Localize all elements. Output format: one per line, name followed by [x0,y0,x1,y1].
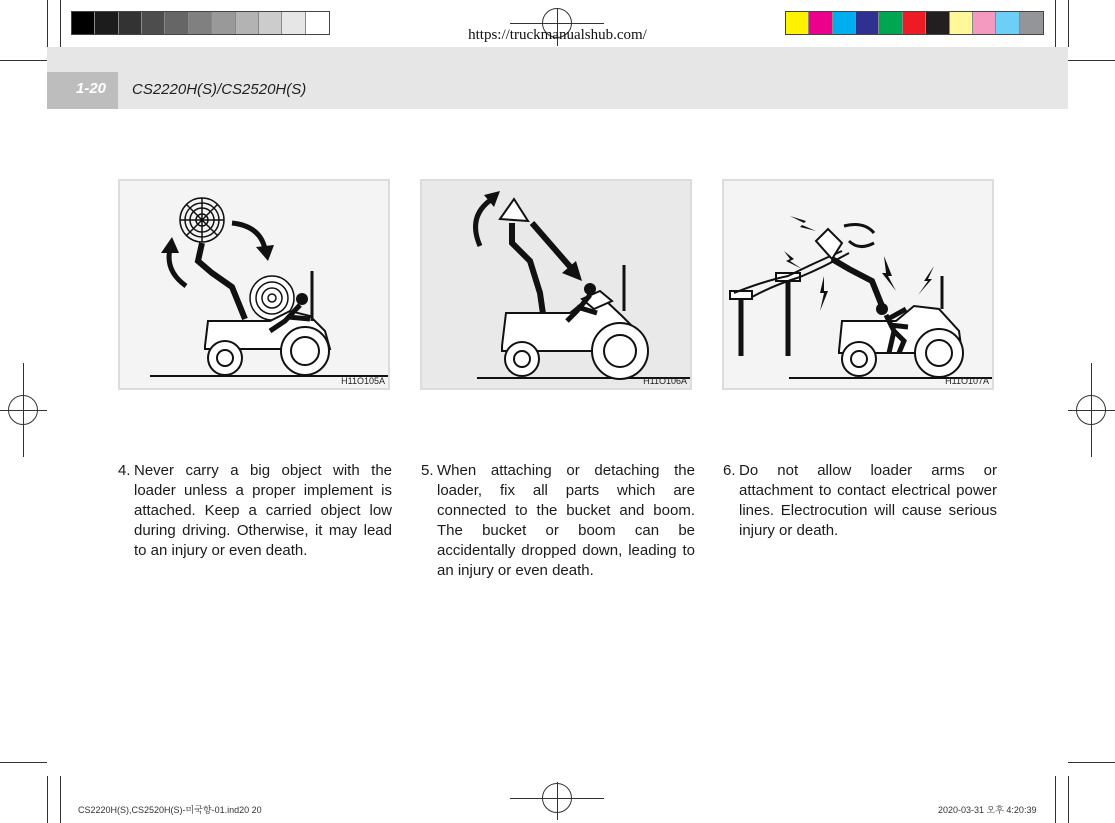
figure-code: H11O105A [341,376,385,386]
crop-mark-line [1068,60,1115,61]
crop-mark-line [60,776,61,823]
warning-number: 6. [723,462,736,479]
footer-file-info: CS2220H(S),CS2520H(S)-미국향-01.ind20 20 [78,805,262,815]
figure-code: H11O106A [643,376,687,386]
crop-mark-line [0,60,47,61]
page-header-band [47,47,1068,109]
warning-item-6 [723,461,997,541]
tractor-loader-carrying-large-object-illustration [120,181,390,390]
crop-mark-line [1068,762,1115,763]
warning-number: 4. [118,462,131,479]
page-number: 1-20 [76,80,107,97]
figure-bucket-falling [420,179,692,390]
warning-text: Do not allow loader arms or attachment to contact electrical power lines. Electrocution will cause serious injury or death. [739,462,997,539]
figure-code: H11O107A [945,376,989,386]
tractor-loader-power-line-electrocution-illustration [724,181,994,390]
crop-mark-line [1055,776,1056,823]
watermark-url: https://truckmanualshub.com/ [468,27,647,43]
crop-mark-line [47,776,48,823]
warning-text: When attaching or detaching the loader, fix all parts which are connected to the bucket and boom. The bucket or boom can be accidentally dropped down, leading to an injury or even death. [437,462,695,579]
figure-carrying-object [118,179,390,390]
warning-item-4 [118,461,392,561]
warning-text: Never carry a big object with the loader unless a proper implement is attached. Keep a carried object low during driving. Otherwise, it may lead to an injury or even death. [134,462,392,559]
crop-mark-line [1068,776,1069,823]
warning-item-5 [421,461,695,581]
page-model-title: CS2220H(S)/CS2520H(S) [132,81,307,98]
crop-mark-line [0,762,47,763]
warning-number: 5. [421,462,434,479]
figure-power-line [722,179,994,390]
footer-timestamp: 2020-03-31 오후 4:20:39 [938,805,1037,815]
tractor-loader-bucket-falling-illustration [422,181,692,390]
